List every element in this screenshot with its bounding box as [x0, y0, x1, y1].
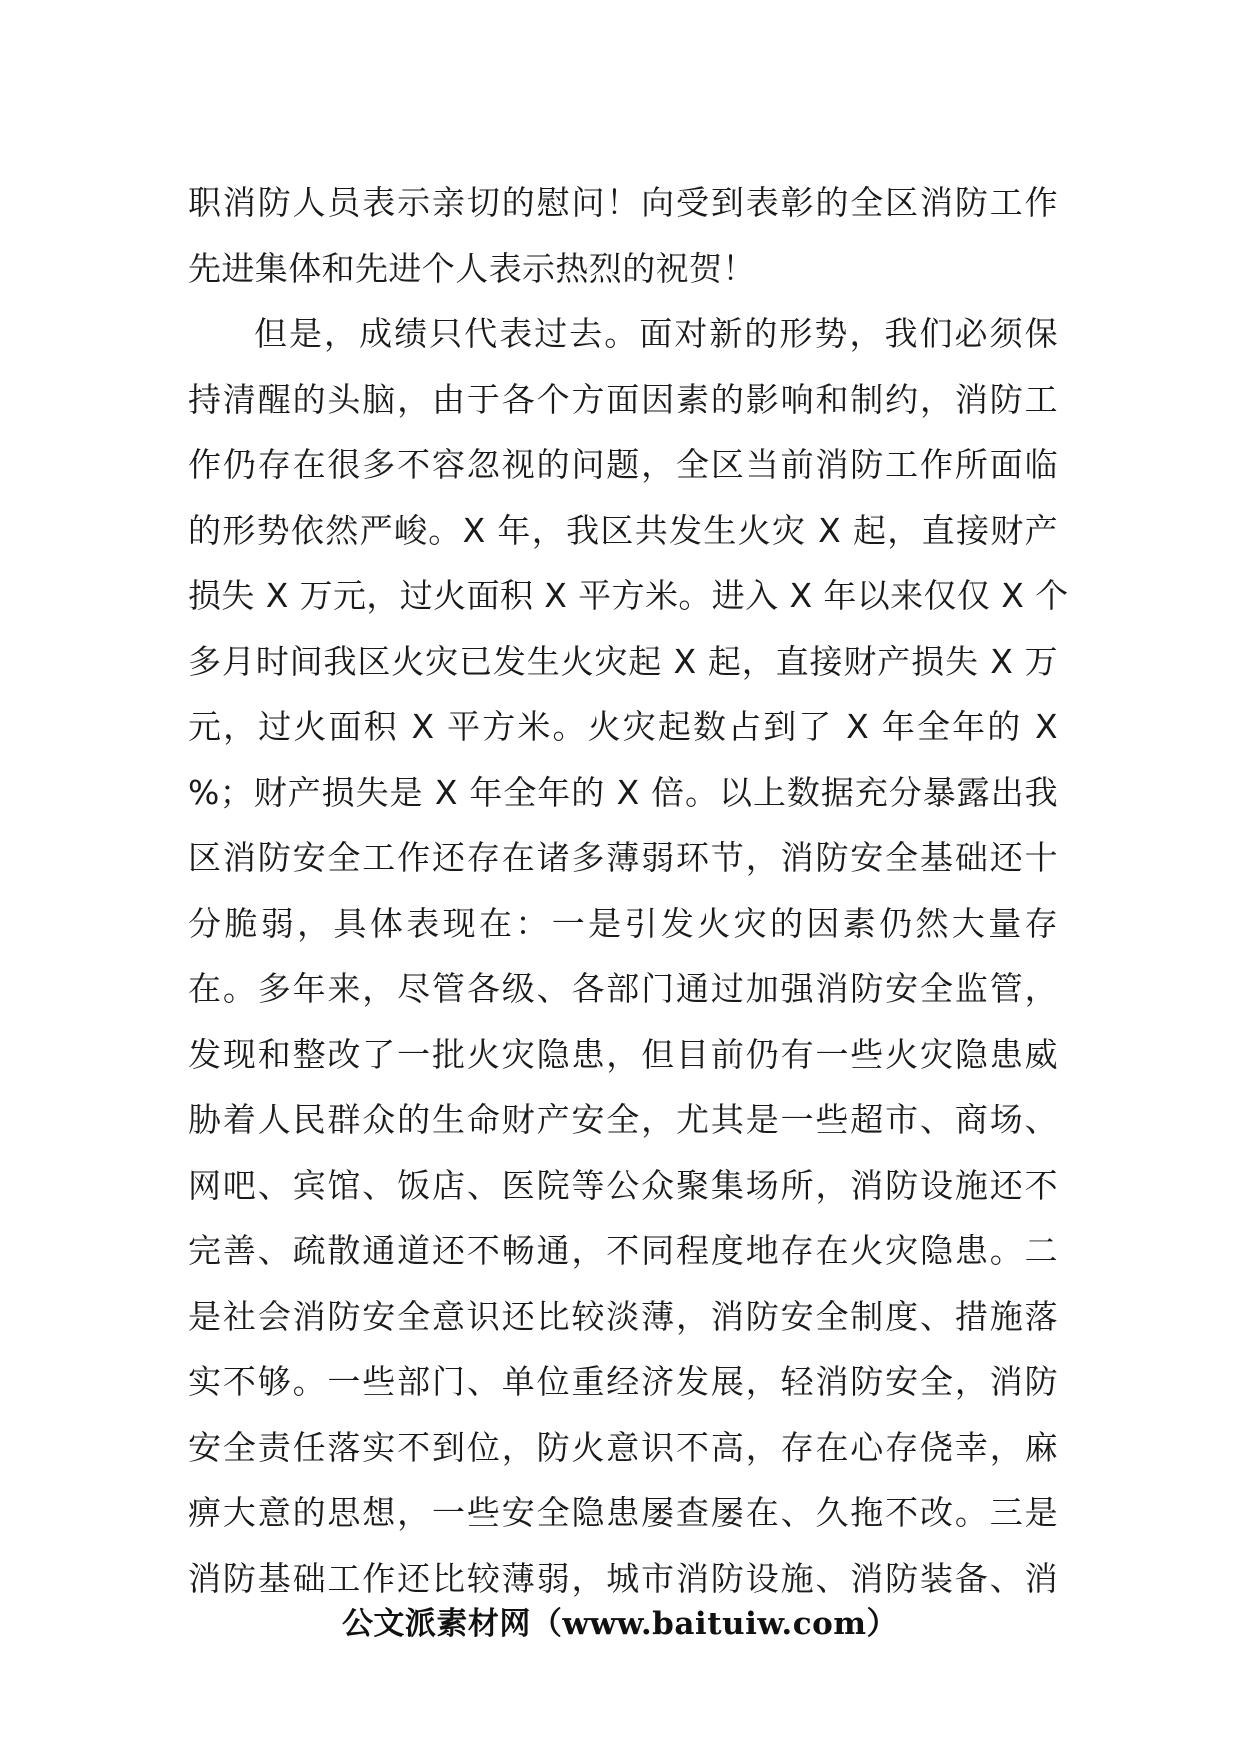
- paragraph-start-line: 但是，成绩只代表过去。面对新的形势，我们必须保: [254, 314, 1058, 353]
- text-line: 痹大意的思想，一些安全隐患屡查屡在、久拖不改。三是: [188, 1493, 1058, 1532]
- text-line: 元，过火面积 X 平方米。火灾起数占到了 X 年全年的 X: [188, 707, 1058, 746]
- text-line: 区消防安全工作还存在诸多薄弱环节，消防安全基础还十: [188, 838, 1058, 877]
- text-line: 损失 X 万元，过火面积 X 平方米。进入 X 年以来仅仅 X 个: [188, 576, 1069, 615]
- text-line: 消防基础工作还比较薄弱，城市消防设施、消防装备、消: [188, 1558, 1058, 1598]
- text-line: 在。多年来，尽管各级、各部门通过加强消防安全监管，: [188, 969, 1058, 1008]
- text-line: 安全责任落实不到位，防火意识不高，存在心存侥幸，麻: [188, 1427, 1058, 1467]
- text-line: 先进集体和先进个人表示热烈的祝贺！: [188, 248, 756, 288]
- text-line: 实不够。一些部门、单位重经济发展，轻消防安全，消防: [188, 1362, 1058, 1401]
- text-line: 持清醒的头脑，由于各个方面因素的影响和制约，消防工: [188, 379, 1058, 419]
- text-line: 职消防人员表示亲切的慰问！向受到表彰的全区消防工作: [188, 183, 1058, 222]
- text-line: 作仍存在很多不容忽视的问题，全区当前消防工作所面临: [188, 445, 1058, 484]
- text-line: 分脆弱，具体表现在：一是引发火灾的因素仍然大量存: [188, 903, 1058, 943]
- text-line: 的形势依然严峻。X 年，我区共发生火灾 X 起，直接财产: [188, 510, 1058, 550]
- text-line: 发现和整改了一批火灾隐患，但目前仍有一些火灾隐患威: [188, 1034, 1058, 1074]
- text-line: 是社会消防安全意识还比较淡薄，消防安全制度、措施落: [188, 1296, 1058, 1336]
- text-line: %；财产损失是 X 年全年的 X 倍。以上数据充分暴露出我: [188, 772, 1058, 812]
- footer-watermark-text: 公文派素材网（www.baituiw.com）: [341, 1606, 899, 1642]
- text-line: 胁着人民群众的生命财产安全，尤其是一些超市、商场、: [188, 1100, 1058, 1139]
- text-line: 网吧、宾馆、饭店、医院等公众聚集场所，消防设施还不: [188, 1165, 1058, 1205]
- text-line: 完善、疏散通道还不畅通，不同程度地存在火灾隐患。二: [188, 1231, 1058, 1270]
- body-text: [188, 170, 1069, 1611]
- text-line: 多月时间我区火灾已发生火灾起 X 起，直接财产损失 X 万: [188, 641, 1058, 681]
